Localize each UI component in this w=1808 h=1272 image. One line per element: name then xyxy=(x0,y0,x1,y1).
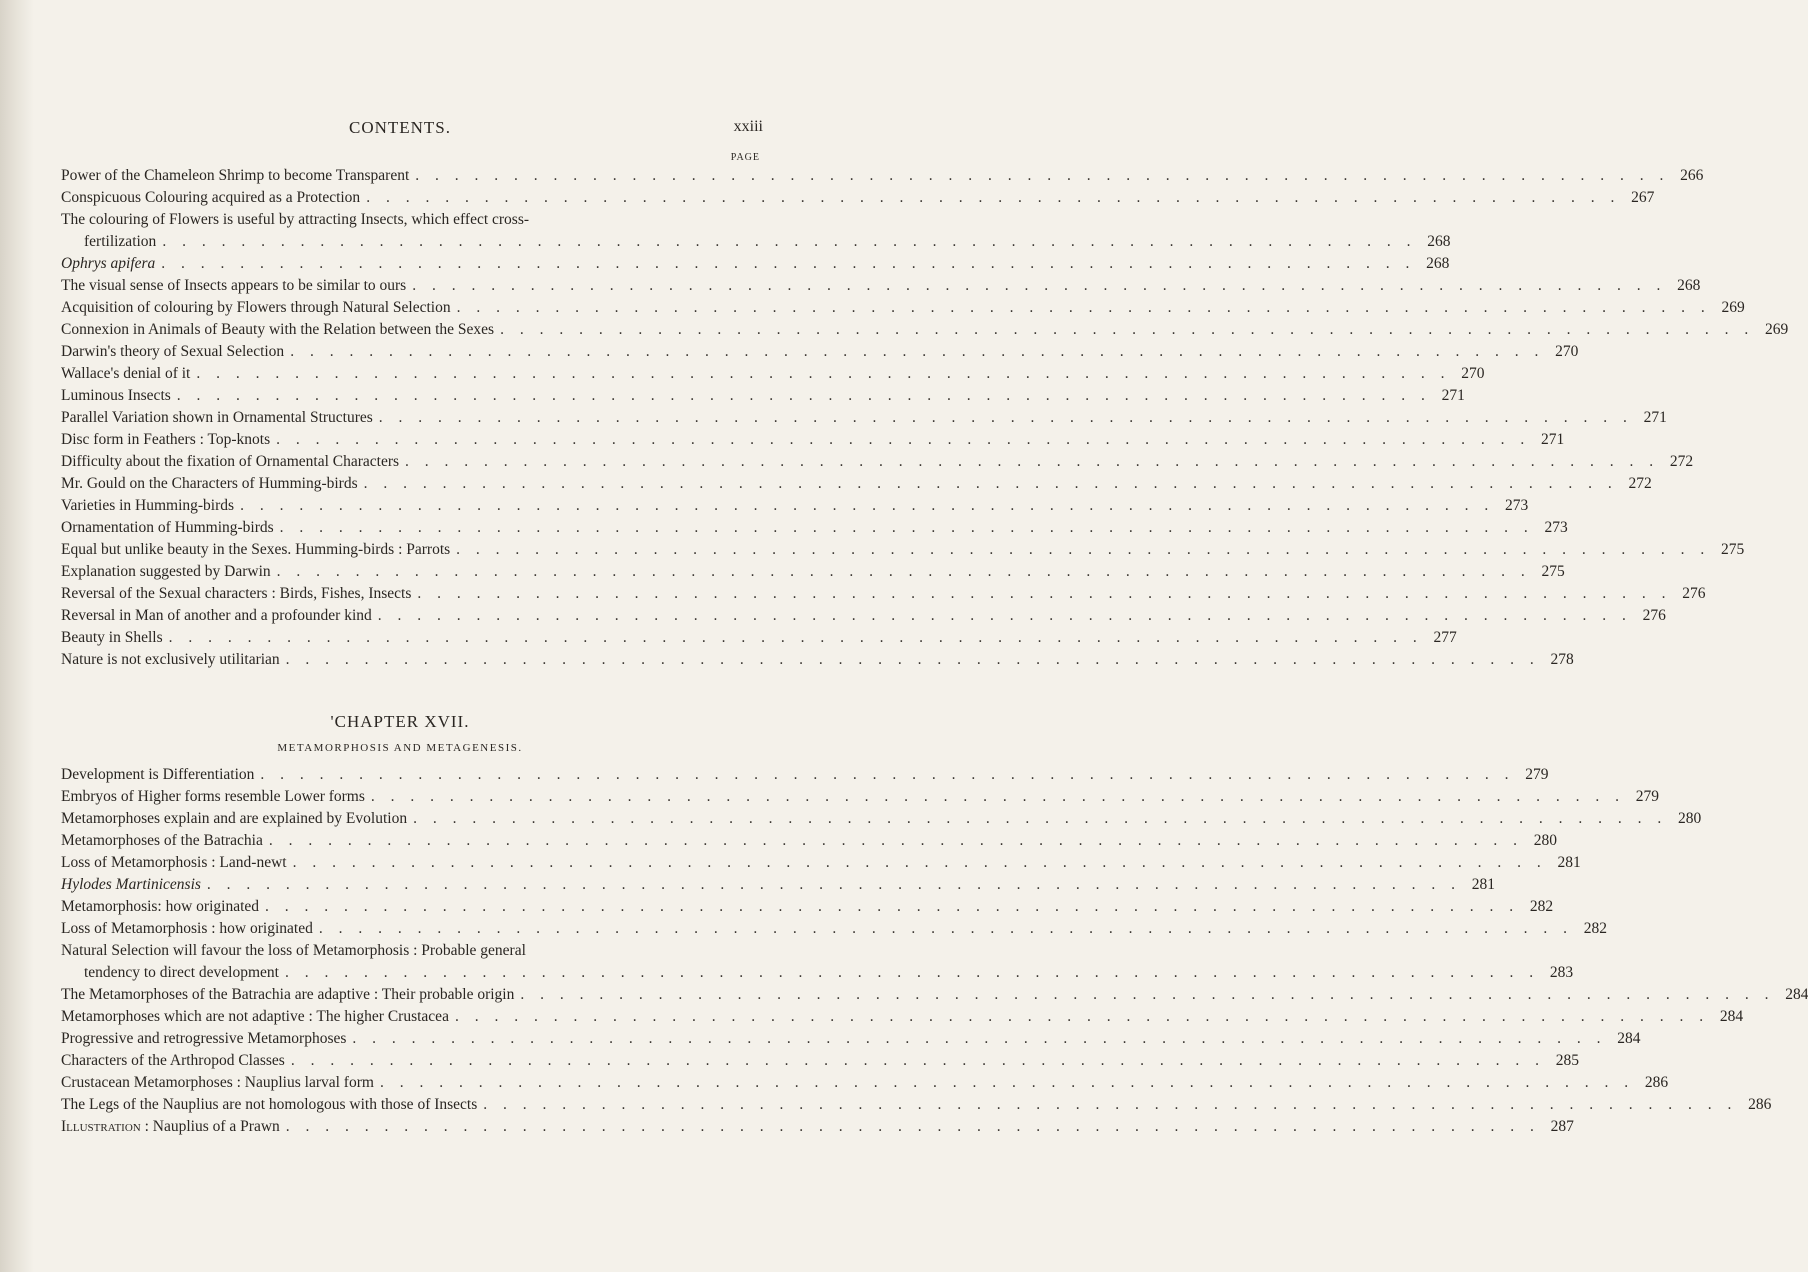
toc-entry-label-rest: : Nauplius of a Prawn xyxy=(140,1118,280,1135)
page-number: 271 xyxy=(1643,409,1667,426)
toc-entry xyxy=(61,253,1450,275)
toc-entry xyxy=(61,1116,1574,1138)
page-number: 276 xyxy=(1642,607,1666,624)
toc-entry xyxy=(61,808,1702,830)
toc-entry-title: Natural Selection will favour the loss of Metamorphosis : Probable general xyxy=(61,942,526,959)
page-number: 270 xyxy=(1461,365,1485,382)
toc-entry xyxy=(61,1006,1744,1028)
page-edge-shadow xyxy=(0,0,34,1272)
page-number: 286 xyxy=(1748,1096,1772,1113)
toc-entry xyxy=(61,874,1496,896)
toc-entry-title: Beauty in Shells xyxy=(61,629,163,646)
dot-leader xyxy=(399,451,1659,473)
toc-entry-title: Metamorphoses explain and are explained by Evolution xyxy=(61,810,408,827)
toc-entry-title: Wallace's denial of it xyxy=(61,365,191,382)
toc-entry xyxy=(61,649,1574,671)
toc-entry-title: Embryos of Higher forms resemble Lower forms xyxy=(61,788,365,805)
toc-entry xyxy=(61,830,1557,852)
page-number: 271 xyxy=(1541,431,1565,448)
toc-entry xyxy=(61,627,1457,649)
page-number: 268 xyxy=(1677,277,1701,294)
toc-entry xyxy=(61,1050,1579,1072)
dot-leader xyxy=(190,363,1450,385)
toc-entry xyxy=(61,852,1581,874)
dot-leader xyxy=(263,830,1523,852)
toc-entry-title: Characters of the Arthropod Classes xyxy=(61,1052,285,1069)
toc-entry xyxy=(61,539,1745,561)
dot-leader xyxy=(234,495,1494,517)
toc-entry xyxy=(61,1028,1641,1050)
toc-entry xyxy=(61,385,1465,407)
toc-entry-title: Power of the Chameleon Shrimp to become Transparent xyxy=(61,167,410,184)
dot-leader xyxy=(409,165,1669,187)
page-number: 280 xyxy=(1677,810,1702,827)
dot-leader xyxy=(372,605,1632,627)
toc-entry-title: The Legs of the Nauplius are not homologous with those of Insects xyxy=(61,1096,478,1113)
dot-leader xyxy=(358,473,1618,495)
toc-entry xyxy=(61,984,1808,1006)
toc-entry-label-prefix: Illustration xyxy=(61,1118,141,1135)
toc-entry-title: Metamorphoses which are not adaptive : The higher Crustacea xyxy=(61,1008,449,1025)
toc-entry xyxy=(61,786,1660,808)
chapter-subtitle: METAMORPHOSIS AND METAGENESIS. xyxy=(277,742,523,754)
dot-leader xyxy=(450,539,1710,561)
toc-entry-title: Hylodes Martinicensis xyxy=(61,876,201,893)
page-number: 277 xyxy=(1433,629,1457,646)
toc-entry-title-continued: fertilization xyxy=(84,233,157,250)
toc-entry-title: Connexion in Animals of Beauty with the Relation between the Sexes xyxy=(61,321,495,338)
toc-entry-title: Reversal in Man of another and a profounder kind xyxy=(61,607,372,624)
page-number: 279 xyxy=(1635,788,1660,805)
page-number: 273 xyxy=(1544,519,1568,536)
page-number: 276 xyxy=(1682,585,1706,602)
page-number: 284 xyxy=(1617,1030,1641,1047)
dot-leader xyxy=(374,1072,1634,1094)
dot-leader xyxy=(287,852,1547,874)
dot-leader xyxy=(477,1094,1737,1116)
toc-entry-title: Reversal of the Sexual characters : Birds, Fishes, Insects xyxy=(61,585,412,602)
toc-entry xyxy=(61,297,1745,319)
page-number: 266 xyxy=(1680,167,1704,184)
toc-entry-title: Difficulty about the fixation of Ornamental Characters xyxy=(61,453,400,470)
dot-leader xyxy=(284,341,1544,363)
toc-entry xyxy=(61,187,1655,209)
page-number: 269 xyxy=(1764,321,1789,338)
toc-entry-title: The colouring of Flowers is useful by attracting Insects, which effect cross- xyxy=(61,211,530,228)
page-number: 269 xyxy=(1721,299,1745,316)
toc-entry-title: Acquisition of colouring by Flowers through Natural Selection xyxy=(61,299,451,316)
dot-leader xyxy=(270,429,1530,451)
toc-entry-title: The visual sense of Insects appears to be similar to ours xyxy=(61,277,407,294)
toc-entry-title: Crustacean Metamorphoses : Nauplius larval form xyxy=(61,1074,374,1091)
dot-leader xyxy=(271,561,1531,583)
dot-leader xyxy=(280,1116,1540,1138)
toc-entry-title: Loss of Metamorphosis : how originated xyxy=(61,920,313,937)
dot-leader xyxy=(365,786,1625,808)
toc-entry xyxy=(61,363,1485,385)
toc-entry-continuation xyxy=(61,231,1451,253)
dot-leader xyxy=(280,649,1540,671)
page-number: 271 xyxy=(1441,387,1465,404)
page-number: 282 xyxy=(1583,920,1607,937)
dot-leader xyxy=(254,764,1514,786)
toc-entry xyxy=(61,940,1574,984)
dot-leader xyxy=(313,918,1573,940)
page-number: 286 xyxy=(1644,1074,1669,1091)
page-number: 267 xyxy=(1631,189,1655,206)
page-number: 287 xyxy=(1550,1118,1574,1135)
toc-entry-title: Disc form in Feathers : Top-knots xyxy=(61,431,271,448)
toc-entry xyxy=(61,429,1565,451)
toc-entry xyxy=(61,341,1579,363)
toc-entry-title: Equal but unlike beauty in the Sexes. Humming-birds : Parrots xyxy=(61,541,451,558)
toc-entry xyxy=(61,517,1568,539)
toc-entry xyxy=(61,764,1549,786)
page-number: 268 xyxy=(1427,233,1451,250)
page-number: 272 xyxy=(1628,475,1652,492)
toc-entry-title: Development is Differentiation xyxy=(61,766,255,783)
toc-entry-title: Mr. Gould on the Characters of Humming-birds xyxy=(61,475,358,492)
dot-leader xyxy=(451,297,1711,319)
toc-entry-title: Metamorphosis: how originated xyxy=(61,898,260,915)
page-number: 273 xyxy=(1504,497,1529,514)
toc-entry-continuation xyxy=(61,962,1574,984)
toc-entry-title-continued: tendency to direct development xyxy=(84,964,279,981)
toc-entry xyxy=(61,561,1565,583)
toc-entry xyxy=(61,1094,1772,1116)
dot-leader xyxy=(346,1028,1606,1050)
toc-entry xyxy=(61,451,1694,473)
toc-entry xyxy=(61,605,1666,627)
page-number: 268 xyxy=(1426,255,1450,272)
dot-leader xyxy=(285,1050,1545,1072)
toc-entry xyxy=(61,473,1652,495)
dot-leader xyxy=(514,984,1774,1006)
page-number: 285 xyxy=(1555,1052,1579,1069)
page-number: 281 xyxy=(1557,854,1581,871)
dot-leader xyxy=(407,808,1667,830)
toc-entry xyxy=(61,275,1701,297)
dot-leader xyxy=(201,874,1461,896)
toc-entry-title: Ornamentation of Humming-birds xyxy=(61,519,274,536)
page-number: 284 xyxy=(1785,986,1808,1003)
dot-leader xyxy=(274,517,1534,539)
toc-entry-title: Explanation suggested by Darwin xyxy=(61,563,271,580)
toc-entry xyxy=(61,319,1789,341)
page-number: 275 xyxy=(1541,563,1565,580)
toc-entry-title: Luminous Insects xyxy=(61,387,171,404)
page-number: 284 xyxy=(1719,1008,1744,1025)
dot-leader xyxy=(171,385,1431,407)
toc-section-1 xyxy=(61,165,1789,671)
toc-entry-title: The Metamorphoses of the Batrachia are adaptive : Their probable origin xyxy=(61,986,515,1003)
toc-entry-title: Ophrys apifera xyxy=(61,255,156,272)
dot-leader xyxy=(449,1006,1709,1028)
page-number: 283 xyxy=(1549,964,1574,981)
toc-entry xyxy=(61,896,1554,918)
toc-entry xyxy=(61,165,1704,187)
toc-entry-title: Darwin's theory of Sexual Selection xyxy=(61,343,285,360)
toc-entry-title: Nature is not exclusively utilitarian xyxy=(61,651,280,668)
page-number: 282 xyxy=(1529,898,1554,915)
toc-section-2 xyxy=(61,764,1808,1138)
toc-entry xyxy=(61,407,1667,429)
toc-entry-title: Conspicuous Colouring acquired as a Protection xyxy=(61,189,361,206)
dot-leader xyxy=(406,275,1666,297)
dot-leader xyxy=(411,583,1671,605)
page-number: 270 xyxy=(1555,343,1579,360)
page-number: 280 xyxy=(1533,832,1557,849)
toc-entry-title: Loss of Metamorphosis : Land-newt xyxy=(61,854,287,871)
dot-leader xyxy=(259,896,1519,918)
page-number: 281 xyxy=(1471,876,1496,893)
page-number: 272 xyxy=(1669,453,1694,470)
dot-leader xyxy=(163,627,1423,649)
page-column-label: PAGE xyxy=(730,152,760,163)
dot-leader xyxy=(373,407,1633,429)
toc-entry-title xyxy=(61,1116,280,1138)
toc-entry-title: Metamorphoses of the Batrachia xyxy=(61,832,263,849)
page-number: 278 xyxy=(1550,651,1574,668)
dot-leader xyxy=(155,253,1415,275)
page-number: 275 xyxy=(1721,541,1745,558)
page-title: CONTENTS. xyxy=(348,118,452,137)
dot-leader xyxy=(494,319,1754,341)
toc-entry xyxy=(61,209,1451,253)
chapter-heading: 'CHAPTER XVII. xyxy=(330,712,470,731)
dot-leader xyxy=(360,187,1620,209)
toc-entry xyxy=(61,918,1607,940)
dot-leader xyxy=(156,231,1416,253)
running-head xyxy=(0,118,800,142)
toc-entry-title: Progressive and retrogressive Metamorphoses xyxy=(61,1030,347,1047)
toc-entry-title: Varieties in Humming-birds xyxy=(61,497,235,514)
toc-entry xyxy=(61,495,1529,517)
dot-leader xyxy=(279,962,1539,984)
toc-entry xyxy=(61,583,1706,605)
page-number: 279 xyxy=(1525,766,1549,783)
toc-entry-title: Parallel Variation shown in Ornamental Structures xyxy=(61,409,373,426)
page-folio: xxiii xyxy=(733,118,763,135)
toc-entry xyxy=(61,1072,1669,1094)
